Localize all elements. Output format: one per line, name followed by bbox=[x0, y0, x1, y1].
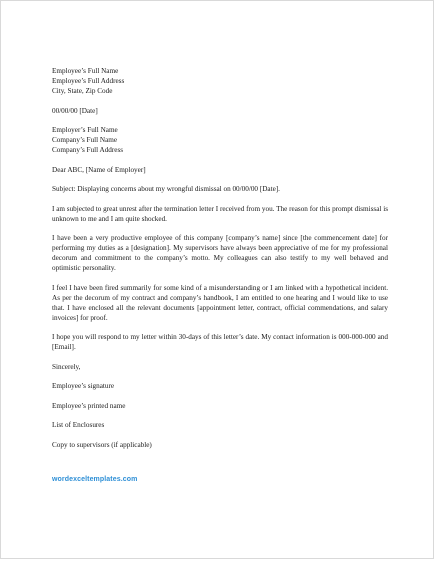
enclosures-text: List of Enclosures bbox=[52, 421, 105, 429]
letter-date: 00/00/00 [Date] bbox=[52, 106, 98, 115]
signature-line bbox=[52, 381, 388, 391]
footer-brand-link[interactable]: wordexceltemplates.com bbox=[52, 476, 138, 483]
sender-block bbox=[52, 66, 388, 96]
recipient-block bbox=[52, 125, 388, 155]
body-paragraph: I have been a very productive employee of this company [company’s name] since [the commencement date] for performing my duties as a [designation]. My supervisors have always been appreciative of me for my professional decorum and commitment to the company’s motto. My colleagues can also testify to my well behaved and optimistic personality. bbox=[52, 234, 388, 272]
body-paragraph: I feel I have been fired summarily for some kind of a misunderstanding or I am linked with a hypothetical incident. As per the decorum of my contract and company’s handbook, I am entitled to one hearing and I would like to use that. I have enclosed all the relevant documents [appointment letter, contract, official commendations, and salary invoices] for proof. bbox=[52, 283, 388, 322]
signature-text: Employee’s signature bbox=[52, 382, 115, 390]
subject-text: Subject: Displaying concerns about my wrongful dismissal on 00/00/00 [Date]. bbox=[52, 185, 280, 193]
body-paragraph: I hope you will respond to my letter within 30-days of this letter’s date. My contact information is 000-000-000 and [Email]. bbox=[52, 333, 388, 351]
salutation bbox=[52, 165, 388, 175]
body-paragraph: I am subjected to great unrest after the termination letter I received from you. The reason for this prompt dismissal is unknown to me and I am quite shocked. bbox=[52, 204, 388, 223]
closing-text: Sincerely, bbox=[52, 362, 81, 371]
copy-to-text: Copy to supervisors (if applicable) bbox=[52, 440, 152, 449]
enclosures-line bbox=[52, 420, 388, 430]
recipient-name: Employer’s Full Name bbox=[52, 126, 118, 134]
printed-name-line bbox=[52, 401, 388, 411]
sender-city: City, State, Zip Code bbox=[52, 87, 113, 95]
recipient-address: Company’s Full Address bbox=[52, 146, 124, 154]
closing bbox=[52, 362, 388, 372]
sender-address: Employee’s Full Address bbox=[52, 77, 125, 85]
recipient-company: Company’s Full Name bbox=[52, 136, 118, 144]
letter-body bbox=[52, 66, 388, 459]
sender-name: Employee’s Full Name bbox=[52, 67, 119, 75]
date-block bbox=[52, 106, 388, 116]
subject-line bbox=[52, 184, 388, 194]
salutation-text: Dear ABC, [Name of Employer] bbox=[52, 165, 146, 174]
copy-to-line bbox=[52, 440, 388, 450]
printed-name-text: Employee’s printed name bbox=[52, 401, 126, 410]
